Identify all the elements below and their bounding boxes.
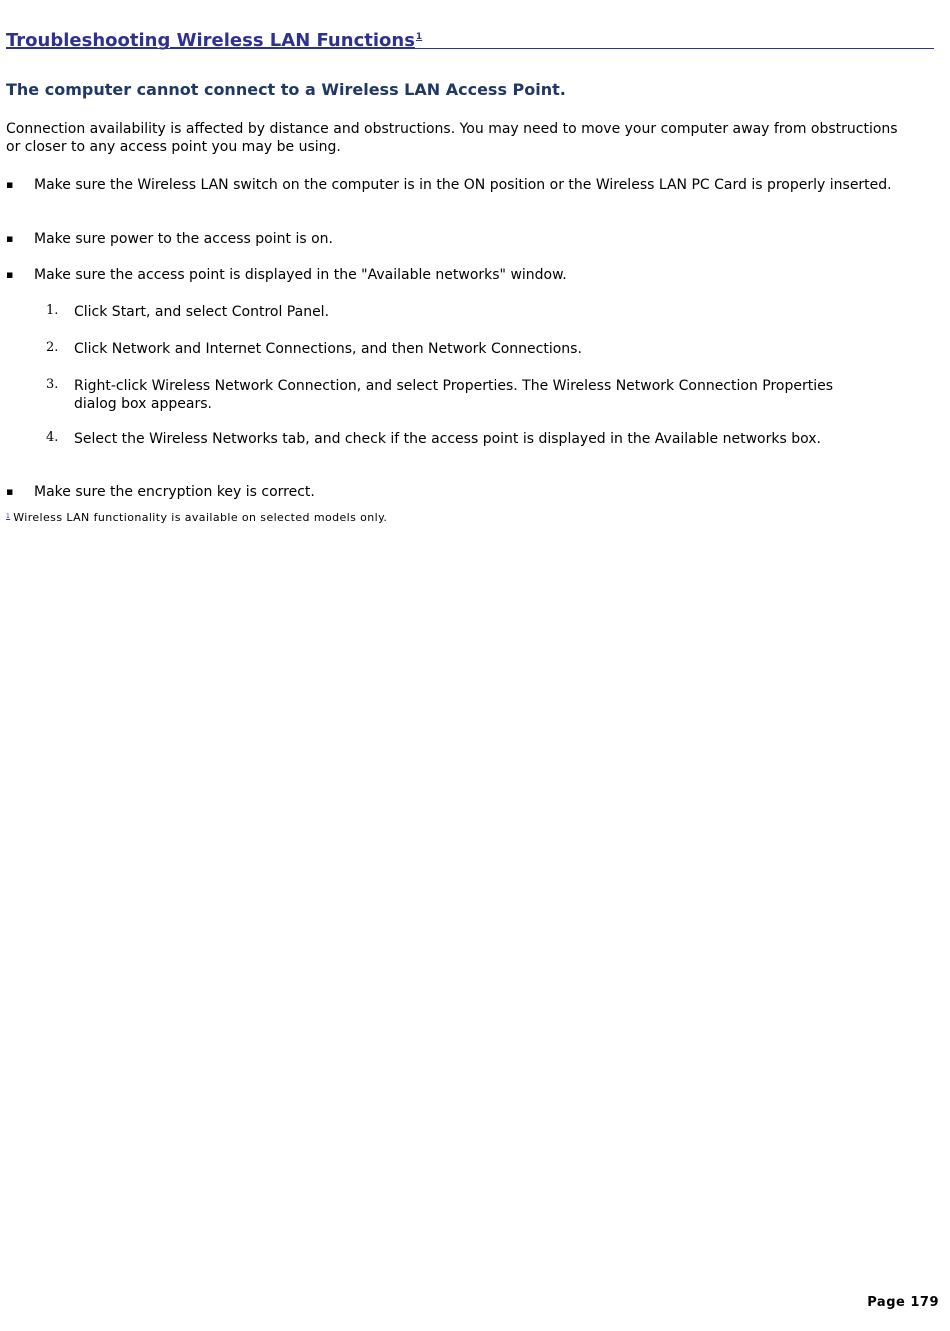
bullet-square-icon: ▪: [6, 268, 14, 281]
bullet-text: Make sure the Wireless LAN switch on the computer is in the ON position or the Wireless LAN PC Card is properly inserted.: [34, 177, 892, 193]
step-number: 4.: [46, 430, 59, 445]
step-number: 1.: [46, 303, 59, 318]
bullet-text: Make sure the encryption key is correct.: [34, 484, 315, 500]
page-title-text: Troubleshooting Wireless LAN Functions: [6, 30, 415, 51]
step-text: Click Network and Internet Connections, and then Network Connections.: [74, 341, 582, 357]
page-title: [6, 27, 934, 49]
title-footnote-link[interactable]: 1: [415, 32, 423, 42]
step-text: Select the Wireless Networks tab, and check if the access point is displayed in the Available networks box.: [74, 431, 821, 447]
section-heading: The computer cannot connect to a Wireless LAN Access Point.: [6, 80, 566, 99]
footnote-ref-link[interactable]: 1: [6, 513, 11, 520]
footnote-text: Wireless LAN functionality is available on selected models only.: [13, 511, 388, 524]
bullet-square-icon: ▪: [6, 178, 14, 191]
step-number: 2.: [46, 340, 59, 355]
step-text: Right-click Wireless Network Connection, and select Properties. The Wireless Network Connection Properties dialog box appears.: [74, 378, 834, 412]
bullet-square-icon: ▪: [6, 232, 14, 245]
bullet-text: Make sure power to the access point is on.: [34, 231, 333, 247]
bullet-square-icon: ▪: [6, 485, 14, 498]
footnote: [6, 510, 387, 525]
intro-paragraph: Connection availability is affected by distance and obstructions. You may need to move your computer away from obstructions or closer to any access point you may be using.: [6, 121, 898, 155]
bullet-text: Make sure the access point is displayed in the "Available networks" window.: [34, 267, 567, 283]
page-number: Page 179: [867, 1295, 939, 1310]
step-number: 3.: [46, 377, 59, 392]
step-text: Click Start, and select Control Panel.: [74, 304, 330, 320]
